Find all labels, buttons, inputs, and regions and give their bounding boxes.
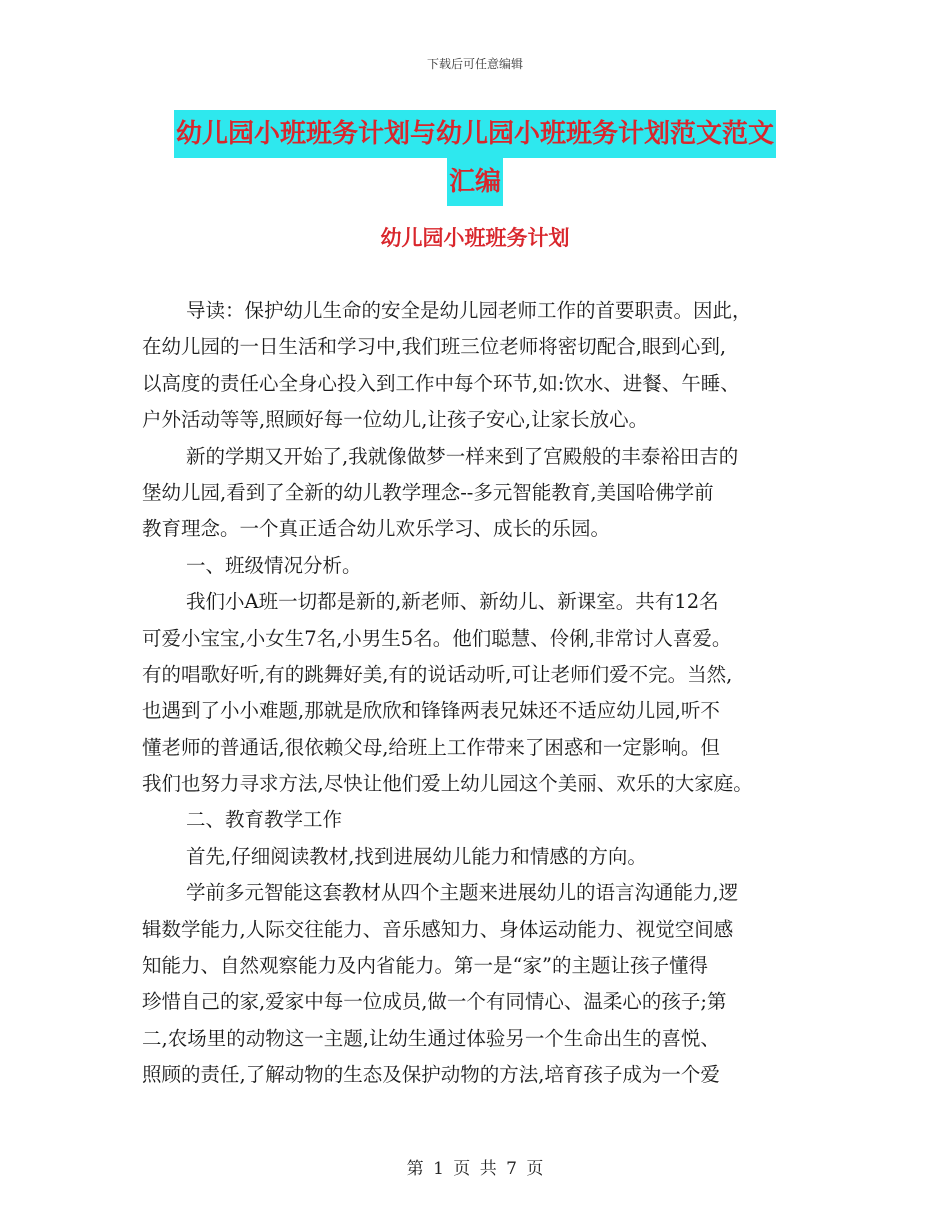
text-line: 也遇到了小小难题,那就是欣欣和锋锋两表兄妹还不适应幼儿园,听不 <box>142 699 720 723</box>
text-line: 导读：保护幼儿生命的安全是幼儿园老师工作的首要职责。因此， <box>186 299 752 322</box>
text-line: 可爱小宝宝,小女生7名,小男生5名。他们聪慧、伶俐,非常讨人喜爱。 <box>142 626 732 650</box>
text-line: 有的唱歌好听,有的跳舞好美,有的说话动听,可让老师们爱不完。当然, <box>142 662 733 686</box>
document-title <box>140 110 810 206</box>
text-line: 户外活动等等,照顾好每一位幼儿,让孩子安心,让家长放心。 <box>142 408 649 432</box>
body-text <box>142 293 822 1094</box>
text-line: 教育理念。一个真正适合幼儿欢乐学习、成长的乐园。 <box>142 517 611 541</box>
header-note: 下载后可任意编辑 <box>426 57 523 71</box>
text-line: 学前多元智能这套教材从四个主题来进展幼儿的语言沟通能力,逻 <box>186 881 739 905</box>
text-line: 懂老师的普通话,很依赖父母,给班上工作带来了困惑和一定影响。但 <box>142 735 720 759</box>
title-line-2: 汇编 <box>447 158 503 206</box>
text-line: 我们小A班一切都是新的,新老师、新幼儿、新课室。共有12名 <box>186 590 719 614</box>
text-line: 一、班级情况分析。 <box>186 553 362 577</box>
text-line: 新的学期又开始了,我就像做梦一样来到了宫殿般的丰泰裕田吉的 <box>186 444 739 468</box>
text-line: 在幼儿园的一日生活和学习中,我们班三位老师将密切配合,眼到心到, <box>142 335 727 359</box>
text-line: 辑数学能力,人际交往能力、音乐感知力、身体运动能力、视觉空间感 <box>142 917 734 941</box>
text-line: 首先,仔细阅读教材,找到进展幼儿能力和情感的方向。 <box>186 844 647 868</box>
text-line: 二,农场里的动物这一主题,让幼生通过体验另一个生命出生的喜悦、 <box>142 1026 720 1050</box>
section-title: 幼儿园小班班务计划 <box>380 226 570 250</box>
text-line: 以高度的责任心全身心投入到工作中每个环节,如:饮水、进餐、午睡、 <box>142 371 740 395</box>
text-line: 二、教育教学工作 <box>186 808 343 832</box>
text-line: 珍惜自己的家,爱家中每一位成员,做一个有同情心、温柔心的孩子;第 <box>142 990 727 1014</box>
text-line: 堡幼儿园,看到了全新的幼儿教学理念--多元智能教育,美国哈佛学前 <box>142 480 714 504</box>
page-footer: 第 1 页 共 7 页 <box>406 1159 544 1179</box>
text-line: 知能力、自然观察能力及内省能力。第一是“家”的主题让孩子懂得 <box>142 954 708 978</box>
text-line: 我们也努力寻求方法,尽快让他们爱上幼儿园这个美丽、欢乐的大家庭。 <box>142 772 753 796</box>
text-line: 照顾的责任,了解动物的生态及保护动物的方法,培育孩子成为一个爱 <box>142 1063 720 1087</box>
title-line-1: 幼儿园小班班务计划与幼儿园小班班务计划范文范文 <box>174 110 776 158</box>
